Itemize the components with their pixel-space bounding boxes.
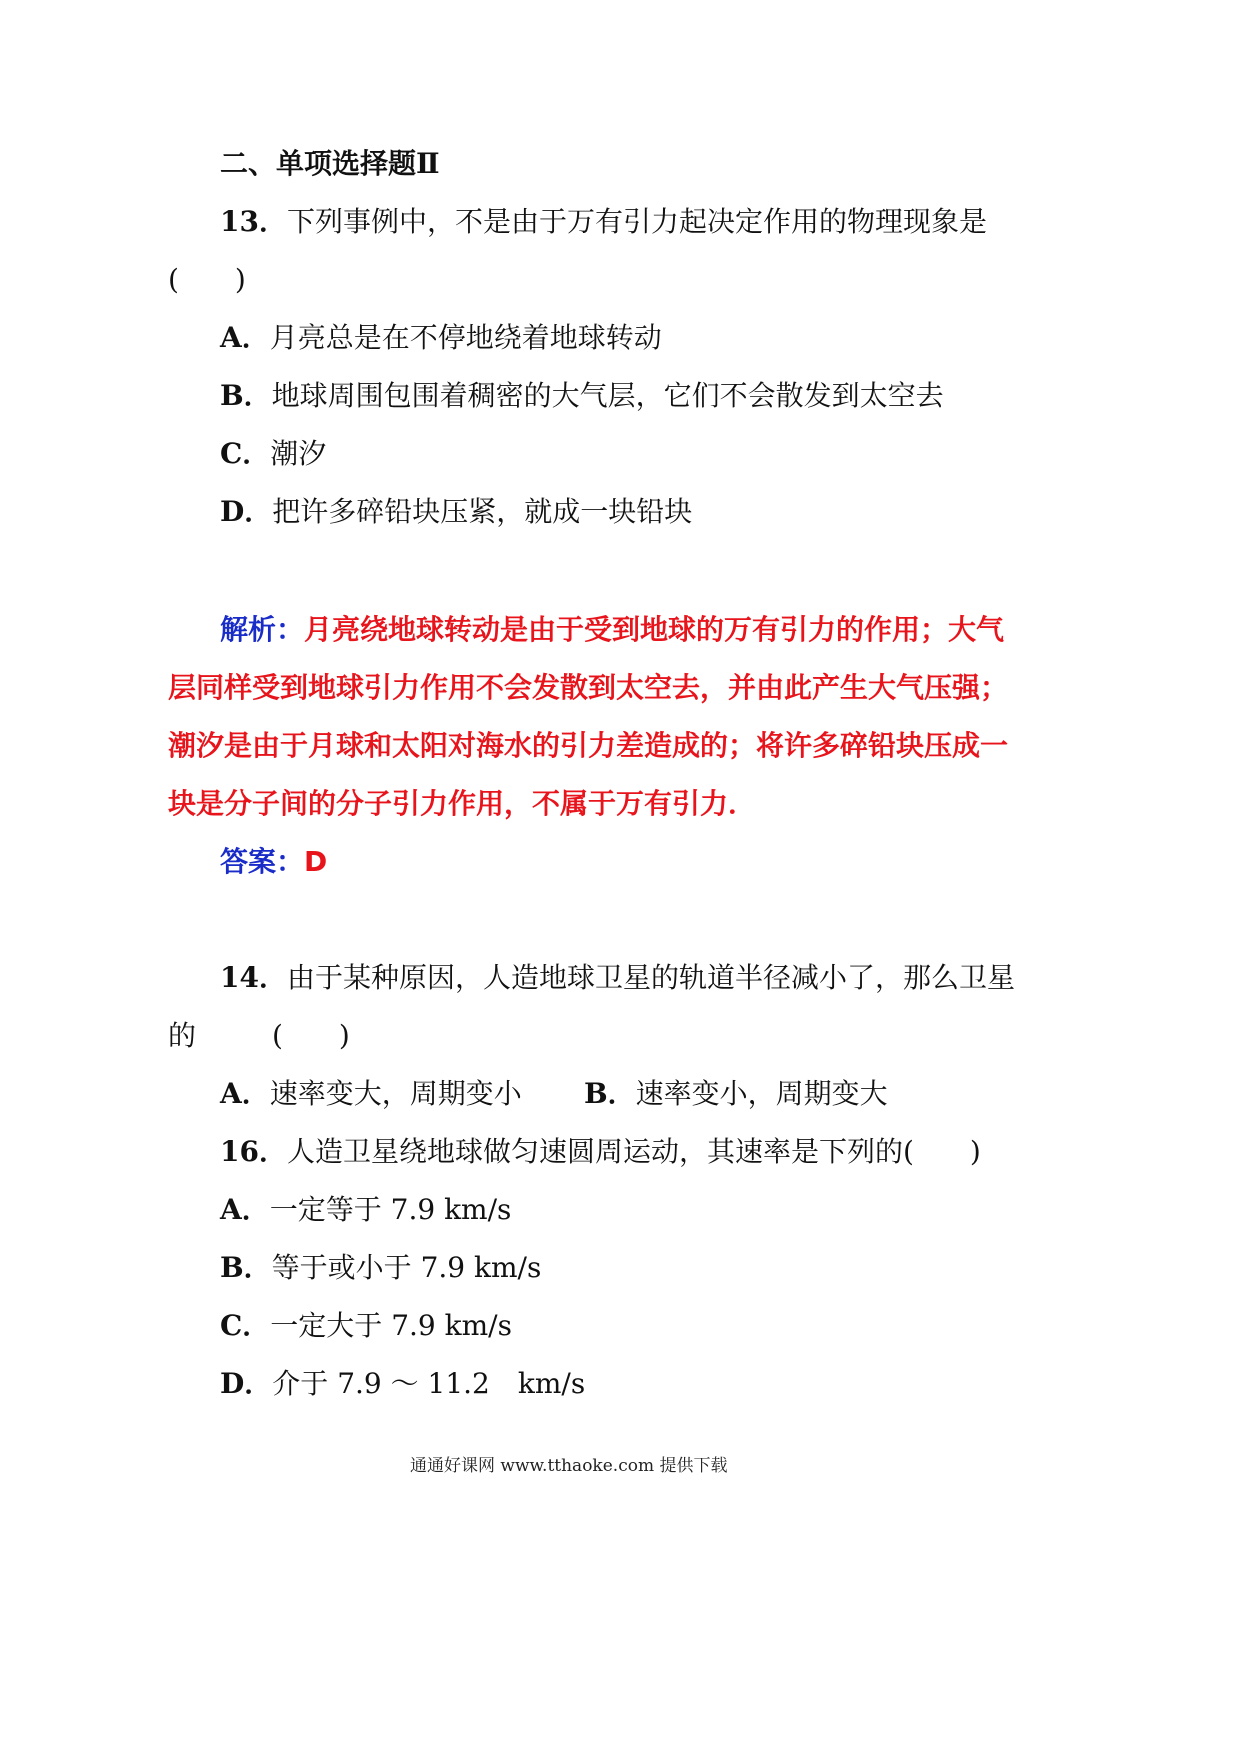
question-14-stem-cont [168, 1016, 196, 1056]
option-letter: B． [584, 1077, 636, 1110]
option-text: 月亮总是在不停地绕着地球转动 [269, 321, 662, 354]
option-text: 速率变大，周期变小 [269, 1077, 522, 1110]
option-b [220, 1248, 541, 1288]
page-footer: 通通好课网 www.tthaoke.com 提供下载 [410, 1456, 728, 1476]
analysis-line-3: 潮汐是由于月球和太阳对海水的引力差造成的；将许多碎铅块压成一 [168, 729, 1009, 762]
option-text: 介于 7.9 ～ 11.2 km/s [272, 1367, 586, 1400]
option-letter: C． [220, 437, 271, 470]
option-a [220, 318, 662, 358]
option-letter: B． [220, 379, 272, 412]
option-letter: B． [220, 1251, 272, 1284]
question-text: 由于某种原因，人造地球卫星的轨道半径减小了，那么卫星 [286, 961, 1015, 994]
analysis-line-4: 块是分子间的分子引力作用，不属于万有引力． [168, 787, 757, 820]
option-letter: A． [220, 1193, 270, 1226]
question-number: 14． [220, 961, 287, 994]
option-text: 地球周围包围着稠密的大气层，它们不会散发到太空去 [271, 379, 944, 412]
option-c [220, 1306, 512, 1346]
option-text: 等于或小于 7.9 km/s [271, 1251, 542, 1284]
option-b [584, 1074, 888, 1114]
section-title: 二、单项选择题Ⅱ [220, 147, 440, 180]
option-a [220, 1190, 511, 1230]
option-text: 速率变小，周期变大 [635, 1077, 888, 1110]
option-d [220, 1364, 585, 1404]
option-letter: A． [220, 321, 270, 354]
analysis-line-2: 层同样受到地球引力作用不会发散到太空去，并由此产生大气压强； [168, 671, 1009, 704]
option-c [220, 434, 326, 474]
option-text: 一定等于 7.9 km/s [269, 1193, 512, 1226]
analysis-text: 月亮绕地球转动是由于受到地球的万有引力的作用；大气 [304, 613, 1005, 646]
option-letter: C． [220, 1309, 271, 1342]
answer-value: D [304, 845, 328, 878]
option-a [220, 1074, 522, 1114]
analysis-label: 解析： [220, 613, 305, 646]
option-text: 一定大于 7.9 km/s [270, 1309, 512, 1342]
option-letter: A． [220, 1077, 270, 1110]
option-d [220, 492, 692, 532]
question-16-stem [220, 1132, 981, 1172]
answer-label: 答案： [220, 845, 305, 878]
option-b [220, 376, 944, 416]
question-number: 16． [220, 1135, 287, 1168]
question-text: 人造卫星绕地球做匀速圆周运动，其速率是下列的( ) [286, 1135, 981, 1168]
question-text: 的 [168, 1019, 197, 1052]
question-14-blank: ( ) [272, 1019, 350, 1052]
question-text: 下列事例中，不是由于万有引力起决定作用的物理现象是 [286, 205, 987, 238]
option-text: 把许多碎铅块压紧，就成一块铅块 [272, 495, 693, 528]
option-letter: D． [220, 1367, 273, 1400]
analysis-line-1 [220, 610, 1004, 650]
answer [220, 842, 327, 882]
question-13-blank: ( ) [168, 263, 246, 296]
question-number: 13． [220, 205, 287, 238]
option-text: 潮汐 [270, 437, 327, 470]
question-13-stem [220, 202, 987, 242]
question-14-stem [220, 958, 1015, 998]
option-letter: D． [220, 495, 273, 528]
